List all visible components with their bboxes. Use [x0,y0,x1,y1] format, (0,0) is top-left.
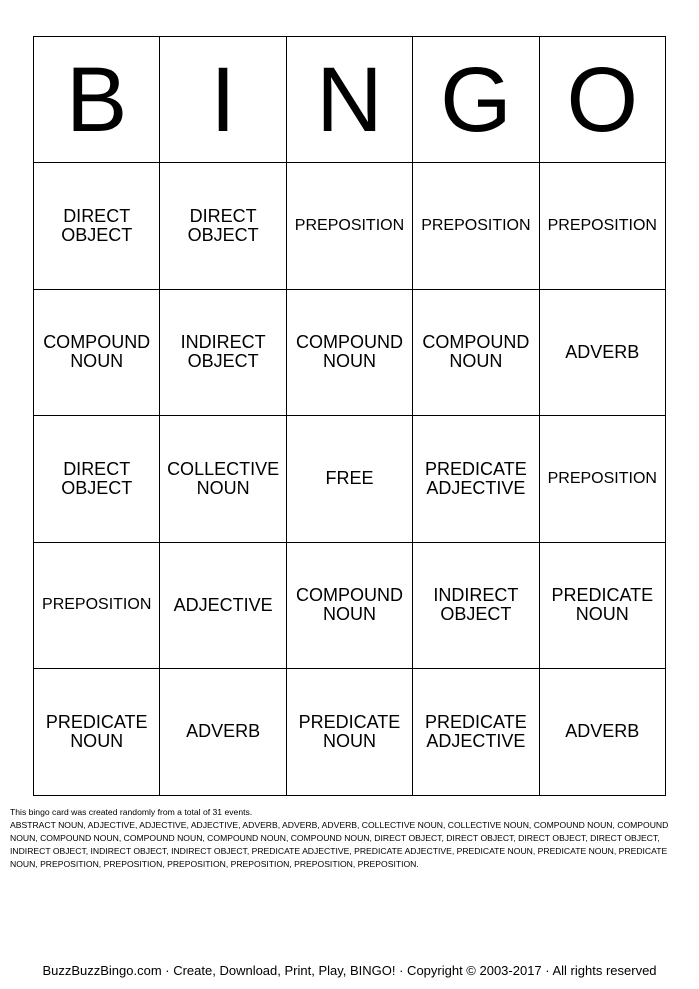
bingo-cell [413,290,539,416]
bingo-row [34,290,666,416]
bingo-row [34,669,666,796]
cell-label: COMPOUND NOUN [295,332,403,372]
bingo-cell [413,669,539,796]
bingo-cell [539,669,665,796]
bingo-cell [160,543,286,669]
bingo-cell [34,669,160,796]
cell-label: PREPOSITION [421,216,531,234]
cell-label: PREDICATE NOUN [551,585,654,625]
cell-label: DIRECT OBJECT [61,458,133,498]
bingo-cell [160,290,286,416]
card-info [10,806,690,871]
cell-label: PREDICATE ADJECTIVE [425,458,527,498]
bingo-row [34,543,666,669]
bingo-row [34,163,666,290]
bingo-cell [34,543,160,669]
cell-label: PREDICATE NOUN [298,711,401,751]
header-letter-b: B [34,37,160,163]
bingo-cell [34,163,160,290]
bingo-cell [539,543,665,669]
header-letter-i: I [160,37,286,163]
bingo-cell [34,290,160,416]
cell-label: COMPOUND NOUN [422,332,530,372]
bingo-cell [539,290,665,416]
cell-label: INDIRECT OBJECT [180,332,266,372]
bingo-row [34,416,666,543]
cell-label: PREPOSITION [294,216,405,234]
cell-label: COLLECTIVE NOUN [167,458,280,498]
header-letter-g: G [413,37,539,163]
card-info-summary: This bingo card was created randomly from a total of 31 events. [10,807,253,817]
cell-label: ADVERB [565,721,640,742]
cell-label: COMPOUND NOUN [295,585,403,625]
bingo-cell [286,669,412,796]
free-space-cell [286,416,412,543]
cell-label: ADVERB [565,341,640,362]
bingo-cell [34,416,160,543]
cell-label: PREDICATE NOUN [45,711,148,751]
bingo-header-row [34,37,666,163]
bingo-cell [160,416,286,543]
bingo-cell [160,669,286,796]
page-footer: BuzzBuzzBingo.com · Create, Download, Print, Play, BINGO! · Copyright © 2003-2017 · All rights reserved [42,963,657,978]
cell-label: COMPOUND NOUN [43,332,151,372]
header-letter-n: N [286,37,412,163]
cell-label: ADJECTIVE [173,594,273,615]
header-letter-o: O [539,37,665,163]
cell-label: DIRECT OBJECT [61,205,133,245]
bingo-cell [286,290,412,416]
cell-label: ADVERB [186,721,261,742]
bingo-cell [539,416,665,543]
cell-label: PREPOSITION [547,216,657,234]
cell-label: INDIRECT OBJECT [433,585,519,625]
cell-label: DIRECT OBJECT [187,205,259,245]
card-info-event-list: ABSTRACT NOUN, ADJECTIVE, ADJECTIVE, ADJECTIVE, ADVERB, ADVERB, ADVERB, COLLECTIVE NOUN, COLLECTIVE NOUN, COMPOUND NOUN, COMPOUND NOUN, COMPOUND NOUN, COMPOUND NOUN, COMPOUND NOUN, COMPOUND NOUN, DIRECT OBJECT, DIRECT OBJECT, DIRECT OBJECT, DIRECT OBJECT, INDIRECT OBJECT, INDIRECT OBJECT, INDIRECT OBJECT, PREDICATE ADJECTIVE, PREDICATE ADJECTIVE, PREDICATE NOUN, PREDICATE NOUN, PREDICATE NOUN, PREPOSITION, PREPOSITION, PREPOSITION, PREPOSITION, PREPOSITION, PREPOSITION. [10,820,669,869]
cell-label: PREDICATE ADJECTIVE [425,711,527,751]
bingo-cell [413,163,539,290]
bingo-cell [286,543,412,669]
free-space-label: FREE [325,468,374,489]
bingo-cell [413,543,539,669]
bingo-cell [286,163,412,290]
cell-label: PREPOSITION [547,469,657,487]
bingo-cell [539,163,665,290]
cell-label: PREPOSITION [42,596,152,614]
bingo-card [33,36,666,796]
bingo-cell [160,163,286,290]
bingo-cell [413,416,539,543]
